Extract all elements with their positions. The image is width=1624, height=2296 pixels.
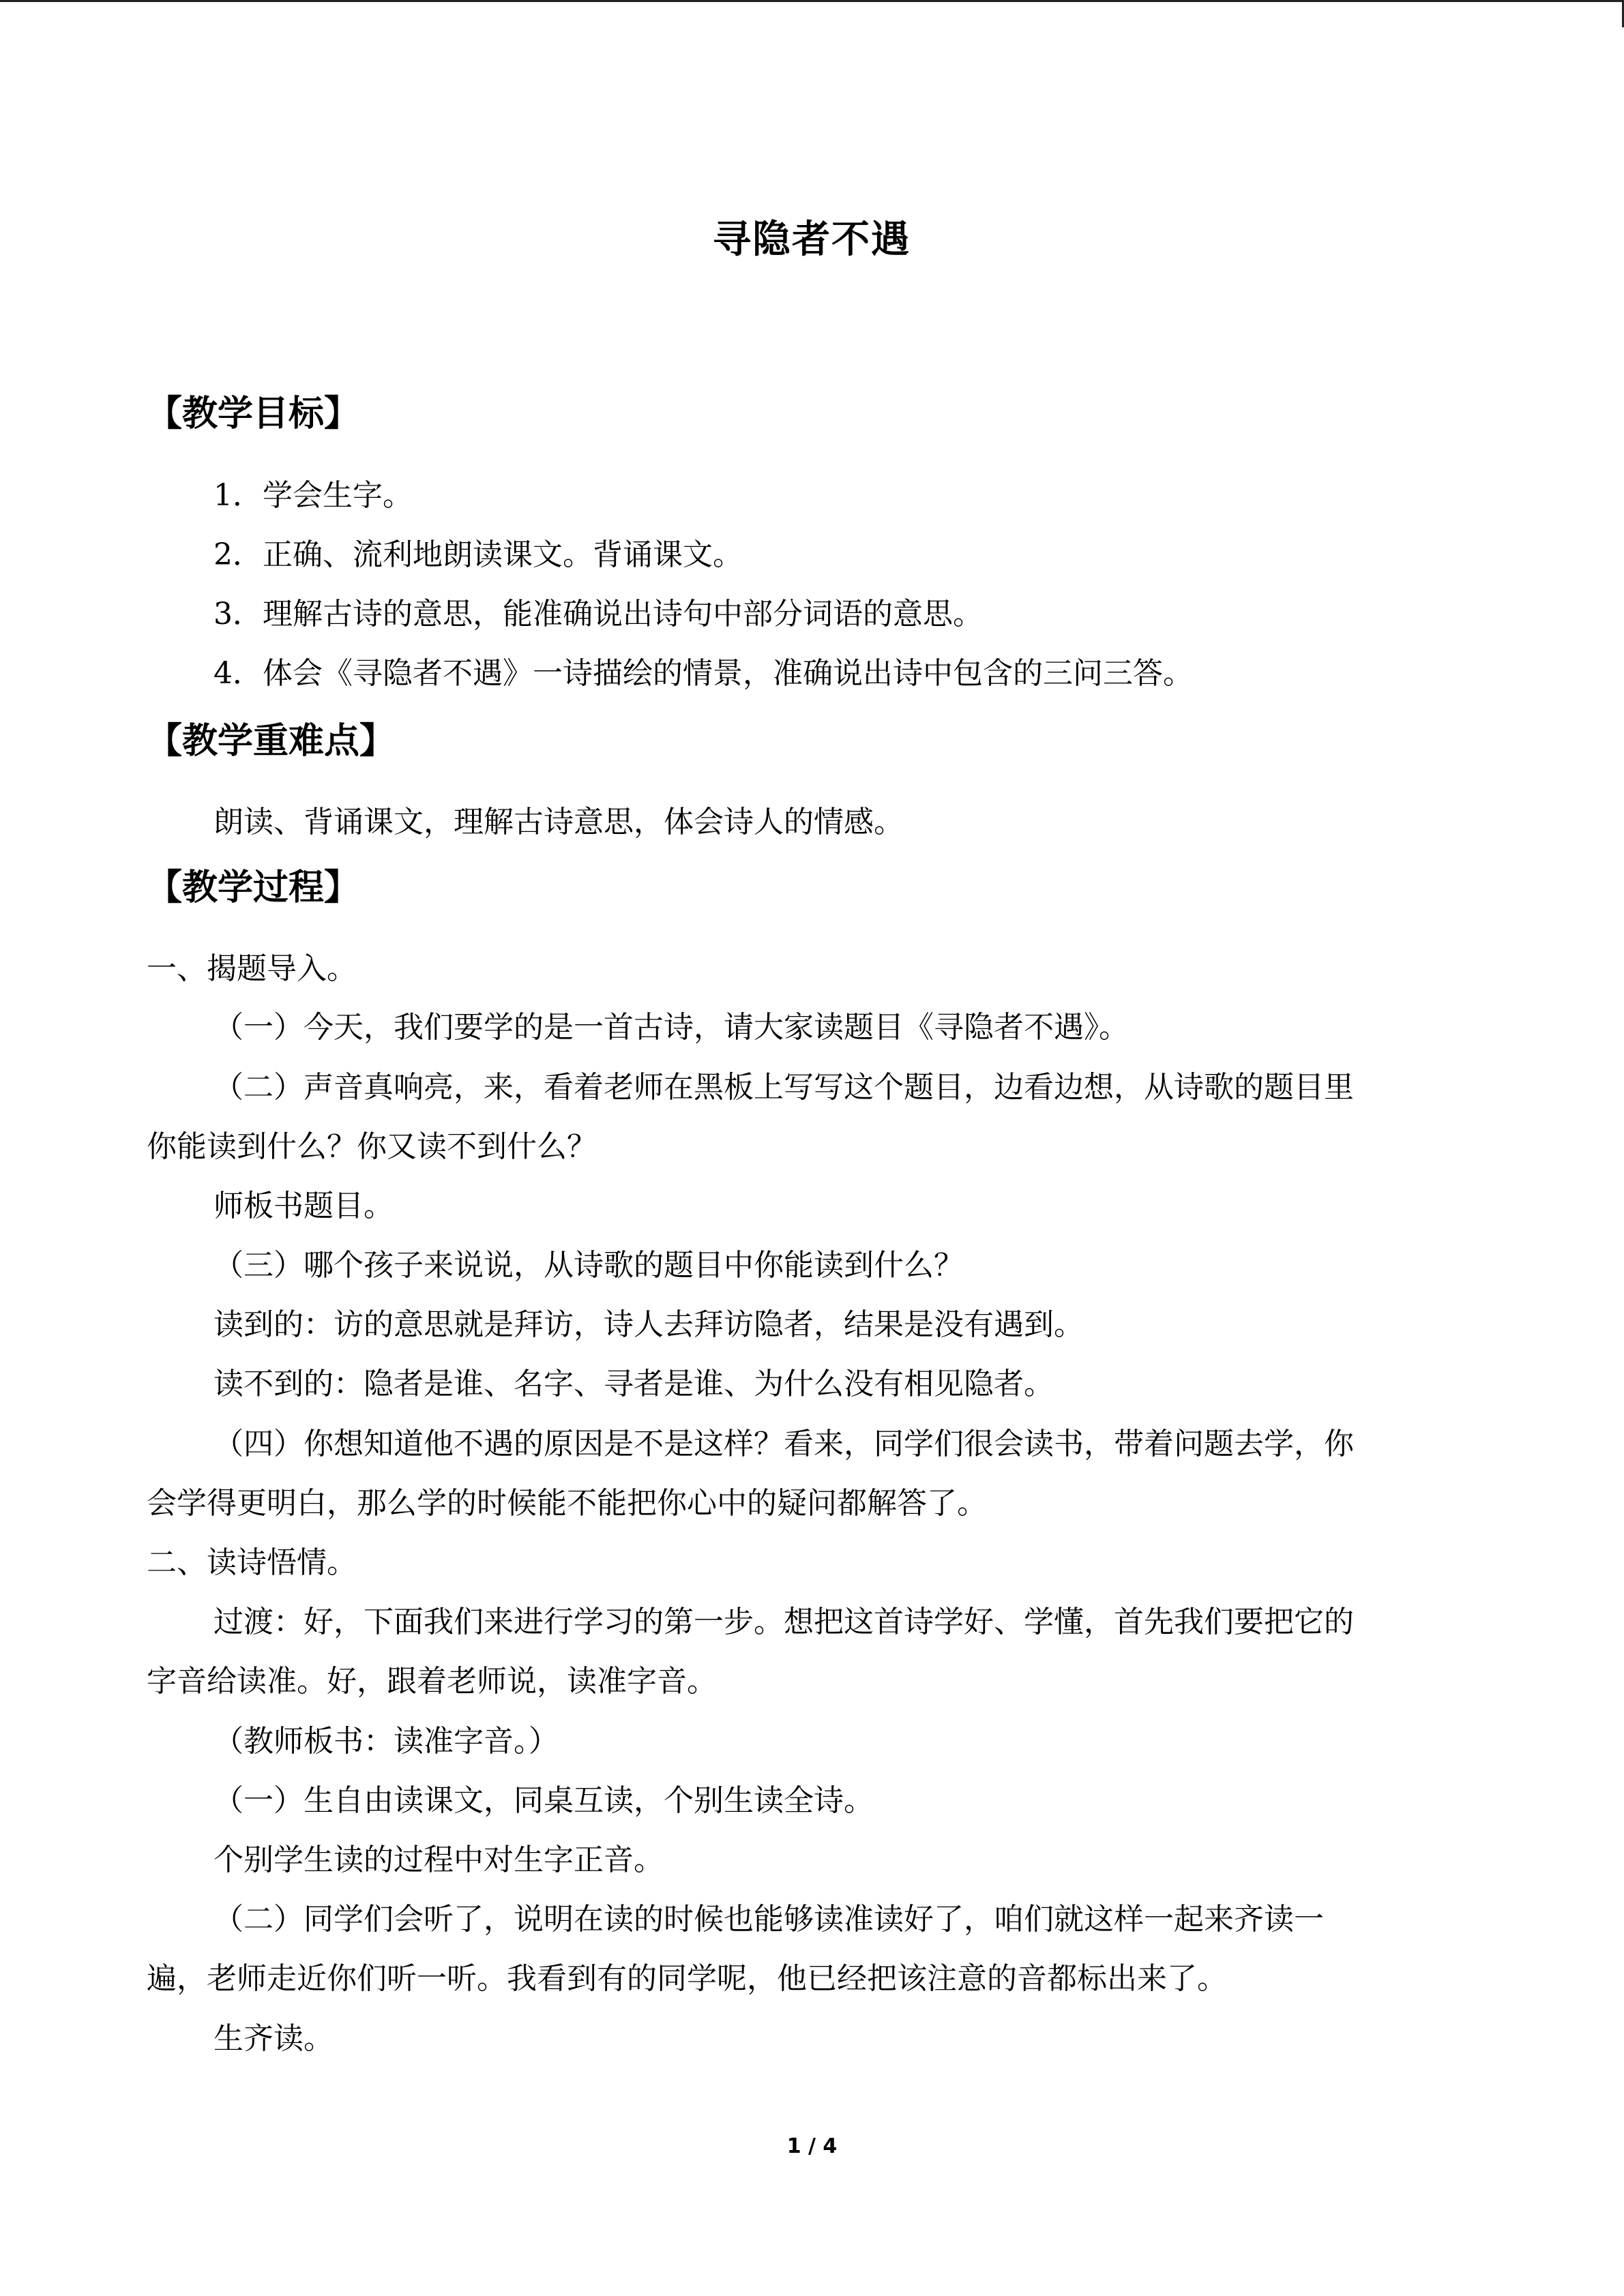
process-line: （一）今天，我们要学的是一首古诗，请大家读题目《寻隐者不遇》。: [213, 1010, 1129, 1045]
key-points-text: 朗读、背诵课文，理解古诗意思，体会诗人的情感。: [213, 805, 904, 839]
objective-item: 2．正确、流利地朗读课文。背诵课文。: [213, 537, 743, 572]
section-heading-process: 【教学过程】: [147, 867, 360, 908]
process-line: 字音给读准。好，跟着老师说，读准字音。: [147, 1664, 717, 1699]
process-line: 你能读到什么？你又读不到什么？: [147, 1129, 597, 1164]
process-line: （四）你想知道他不遇的原因是不是这样？看来，同学们很会读书，带着问题去学，你: [213, 1427, 1354, 1461]
process-line: 读不到的：隐者是谁、名字、寻者是谁、为什么没有相见隐者。: [213, 1367, 1054, 1401]
objective-item: 1．学会生字。: [213, 478, 413, 513]
section-heading-objectives: 【教学目标】: [147, 393, 360, 434]
process-line: 遍，老师走近你们听一听。我看到有的同学呢，他已经把该注意的音都标出来了。: [147, 1961, 1227, 1996]
process-line: 过渡：好，下面我们来进行学习的第一步。想把这首诗学好、学懂，首先我们要把它的: [213, 1605, 1354, 1639]
process-line: 个别学生读的过程中对生字正音。: [213, 1843, 664, 1877]
process-line: 一、揭题导入。: [147, 951, 357, 986]
process-line: 师板书题目。: [213, 1189, 394, 1223]
process-line: 生齐读。: [213, 2021, 334, 2056]
process-line: （二）同学们会听了，说明在读的时候也能够读准读好了，咱们就这样一起来齐读一: [213, 1902, 1324, 1937]
process-line: （一）生自由读课文，同桌互读，个别生读全诗。: [213, 1783, 874, 1818]
process-line: 二、读诗悟情。: [147, 1545, 357, 1580]
process-line: （三）哪个孩子来说说，从诗歌的题目中你能读到什么？: [213, 1248, 964, 1283]
process-line: 读到的：访的意思就是拜访，诗人去拜访隐者，结果是没有遇到。: [213, 1307, 1084, 1342]
page-top-border: [0, 0, 1624, 2]
page-number: 1 / 4: [786, 2134, 838, 2158]
process-line: 会学得更明白，那么学的时候能不能把你心中的疑问都解答了。: [147, 1486, 987, 1521]
process-line: （教师板书：读准字音。）: [213, 1724, 559, 1759]
objective-item: 4．体会《寻隐者不遇》一诗描绘的情景，准确说出诗中包含的三问三答。: [213, 656, 1193, 691]
process-line: （二）声音真响亮，来，看着老师在黑板上写写这个题目，边看边想，从诗歌的题目里: [213, 1070, 1354, 1105]
section-heading-key-points: 【教学重难点】: [147, 721, 396, 762]
objective-item: 3．理解古诗的意思，能准确说出诗句中部分词语的意思。: [213, 597, 983, 631]
document-title: 寻隐者不遇: [713, 218, 911, 262]
